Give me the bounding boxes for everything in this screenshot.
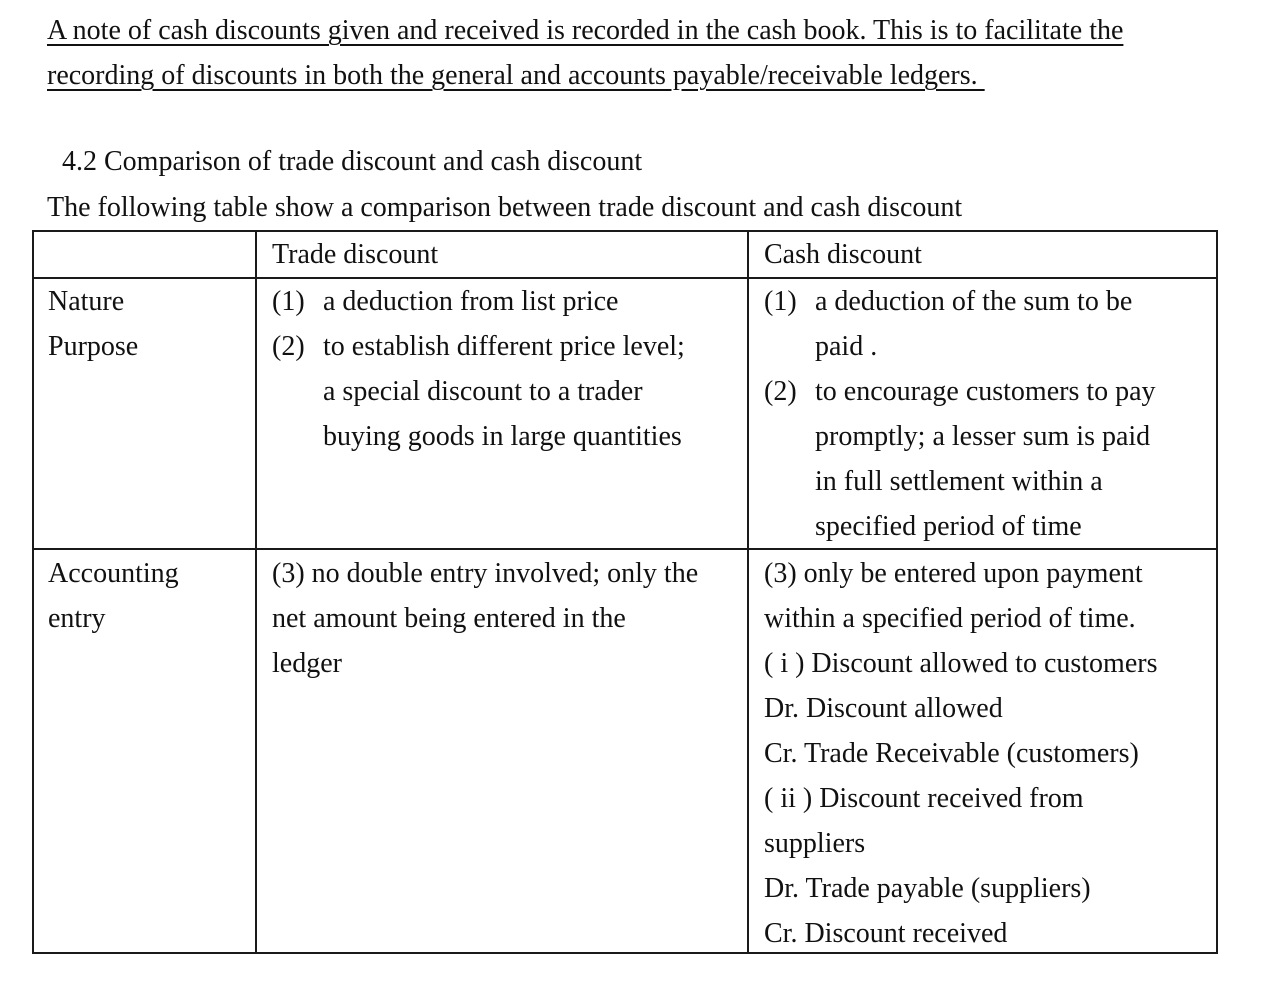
row-label-nature: Nature [48, 286, 125, 317]
item-line: paid . [815, 331, 878, 362]
header-cell-trade-discount: Trade discount [272, 239, 439, 270]
item-line: in full settlement within a [815, 466, 1103, 497]
table-caption: The following table show a comparison between trade discount and cash discount [47, 192, 963, 223]
trade-nature-purpose-cell [272, 279, 685, 459]
item-line: a deduction from list price [323, 286, 619, 317]
text-line: (3) only be entered upon payment [764, 558, 1143, 589]
text-line: within a specified period of time. [764, 603, 1136, 634]
text-line: Cr. Discount received [764, 918, 1008, 949]
intro-line-1: A note of cash discounts given and received is recorded in the cash book. This is to facilitate the [47, 15, 1124, 46]
item-number: (1) [272, 286, 305, 317]
text-line: suppliers [764, 828, 866, 859]
text-line: (3) no double entry involved; only the [272, 558, 699, 589]
row-label-purpose: Purpose [48, 331, 139, 362]
item-line: to encourage customers to pay [815, 376, 1156, 407]
text-line: ( ii ) Discount received from [764, 783, 1084, 814]
comparison-table [32, 230, 1218, 954]
text-line: Dr. Discount allowed [764, 693, 1003, 724]
intro-paragraph [47, 8, 1227, 98]
row-label-entry: entry [48, 603, 106, 634]
row-label-accounting: Accounting [48, 558, 179, 589]
item-line: buying goods in large quantities [323, 421, 682, 452]
trade-accounting-entry-cell [272, 551, 698, 686]
item-number: (2) [764, 376, 797, 407]
item-number: (2) [272, 331, 305, 362]
row-label-accounting-entry [48, 551, 179, 641]
text-line: Cr. Trade Receivable (customers) [764, 738, 1139, 769]
text-line: net amount being entered in the [272, 603, 626, 634]
item-line: a deduction of the sum to be [815, 286, 1133, 317]
item-line: a special discount to a trader [323, 376, 643, 407]
item-line: to establish different price level; [323, 331, 685, 362]
list-item [764, 279, 1156, 369]
cash-accounting-entry-cell [764, 551, 1157, 956]
text-line: ( i ) Discount allowed to customers [764, 648, 1158, 679]
list-item [272, 324, 685, 459]
item-line: promptly; a lesser sum is paid [815, 421, 1151, 452]
text-line: Dr. Trade payable (suppliers) [764, 873, 1091, 904]
text-line: ledger [272, 648, 342, 679]
item-line: specified period of time [815, 511, 1082, 542]
table-divider-col-2 [747, 232, 749, 952]
cash-nature-purpose-cell [764, 279, 1156, 549]
table-divider-col-1 [255, 232, 257, 952]
intro-line-2: recording of discounts in both the general and accounts payable/receivable ledgers. [47, 60, 985, 91]
header-cell-cash-discount: Cash discount [764, 239, 922, 270]
section-heading: 4.2 Comparison of trade discount and cash discount [62, 146, 643, 177]
list-item [272, 279, 685, 324]
row-label-nature-purpose [48, 279, 138, 369]
list-item [764, 369, 1156, 549]
item-number: (1) [764, 286, 797, 317]
